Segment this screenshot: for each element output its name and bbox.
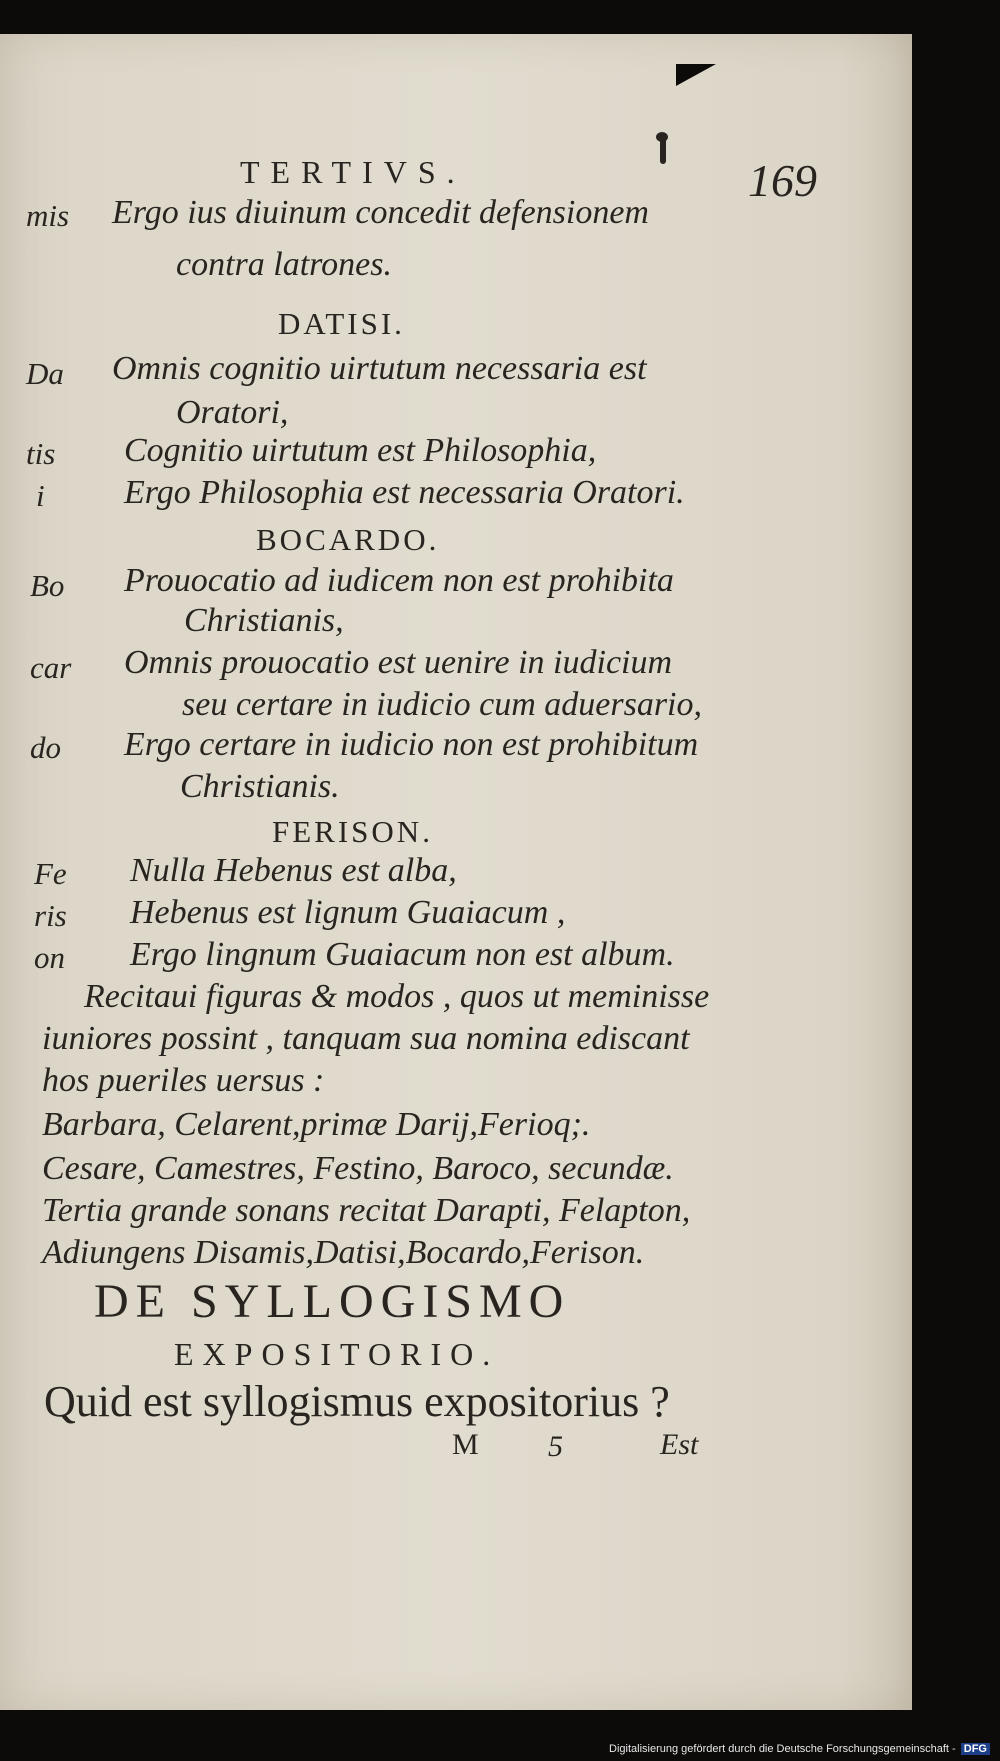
text-line: contra latrones. xyxy=(176,246,392,283)
ornament-stroke xyxy=(660,134,666,164)
mood-heading: FERISON. xyxy=(272,814,433,849)
text-line: Christianis, xyxy=(184,602,344,639)
text-line: Ergo lingnum Guaiacum non est album. xyxy=(130,936,675,973)
section-title: DE SYLLOGISMO xyxy=(94,1275,571,1328)
text-line: Ergo Philosophia est necessaria Oratori. xyxy=(124,474,685,511)
dfg-logo: DFG xyxy=(961,1743,990,1755)
section-subtitle: EXPOSITORIO. xyxy=(174,1336,500,1372)
text-line: Ergo ius diuinum concedit defensionem xyxy=(112,194,649,231)
margin-label: do xyxy=(30,730,61,765)
digitization-credit xyxy=(609,1743,990,1755)
paragraph-line: Recitaui figuras & modos , quos ut meminisse xyxy=(84,978,710,1015)
mood-heading: DATISI. xyxy=(278,306,405,341)
text-line: Cognitio uirtutum est Philosophia, xyxy=(124,432,597,469)
paragraph-line: iuniores possint , tanquam sua nomina ediscant xyxy=(42,1020,690,1057)
margin-label: on xyxy=(34,940,65,975)
verse-line: Tertia grande sonans recitat Darapti, Felapton, xyxy=(42,1192,691,1229)
text-line: Oratori, xyxy=(176,394,289,431)
text-line: Hebenus est lignum Guaiacum , xyxy=(130,894,566,931)
margin-label: Da xyxy=(26,356,64,391)
verse-line: Cesare, Camestres, Festino, Baroco, secundæ. xyxy=(42,1150,674,1187)
question-line: Quid est syllogismus expositorius ? xyxy=(44,1377,670,1426)
paragraph-line: hos pueriles uersus : xyxy=(42,1062,325,1099)
text-line: Christianis. xyxy=(180,768,340,805)
text-line: Omnis cognitio uirtutum necessaria est xyxy=(112,350,647,387)
signature-number: 5 xyxy=(548,1430,563,1463)
margin-label: Fe xyxy=(34,856,67,891)
margin-label: mis xyxy=(26,198,70,233)
text-line: Prouocatio ad iudicem non est prohibita xyxy=(124,562,674,599)
signature-mark: M xyxy=(452,1428,479,1461)
margin-label: ris xyxy=(34,898,67,933)
verse-line: Barbara, Celarent,primæ Darij,Ferioq;. xyxy=(42,1106,591,1143)
credit-text: Digitalisierung gefördert durch die Deutsche Forschungsgemeinschaft - xyxy=(609,1743,956,1755)
page-notch xyxy=(676,64,716,86)
text-line: Ergo certare in iudicio non est prohibitum xyxy=(124,726,699,763)
text-line: Nulla Hebenus est alba, xyxy=(130,852,457,889)
text-line: seu certare in iudicio cum aduersario, xyxy=(182,686,702,723)
text-line: Omnis prouocatio est uenire in iudicium xyxy=(124,644,673,681)
running-title: TERTIVS. xyxy=(240,154,466,190)
margin-label: car xyxy=(30,650,72,685)
verse-line: Adiungens Disamis,Datisi,Bocardo,Ferison. xyxy=(42,1234,645,1271)
margin-label: i xyxy=(36,478,45,513)
margin-label: Bo xyxy=(30,568,65,603)
book-page xyxy=(0,34,912,1710)
mood-heading: BOCARDO. xyxy=(256,522,440,557)
page-number: 169 xyxy=(748,155,817,206)
catchword: Est xyxy=(660,1428,699,1461)
margin-label: tis xyxy=(26,436,56,471)
